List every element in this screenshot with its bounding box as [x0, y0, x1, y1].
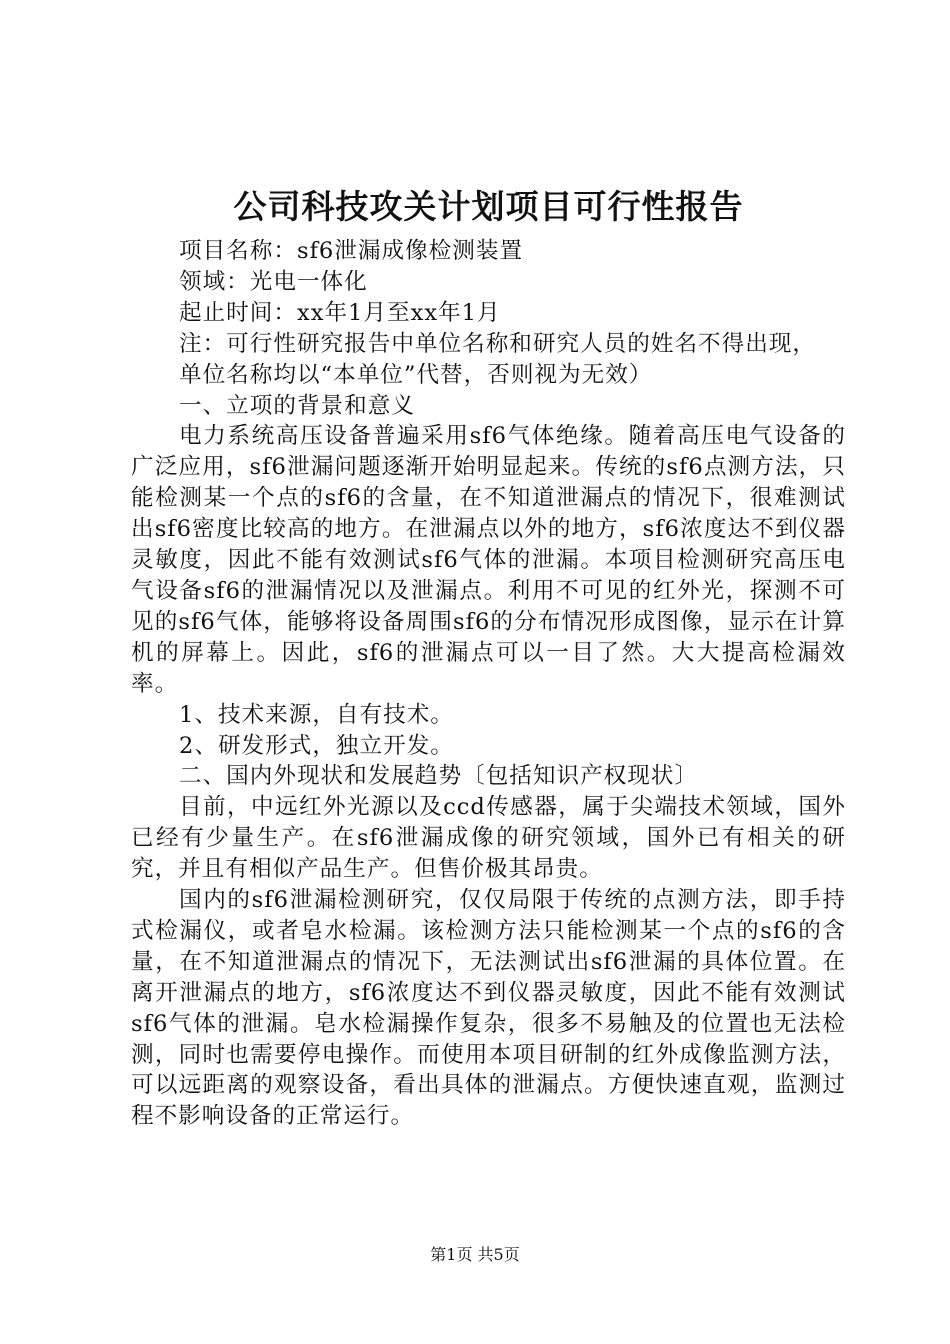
- note-continuation: 单位名称均以“本单位”代替，否则视为无效）: [179, 361, 653, 388]
- period-line: 起止时间：xx年1月至xx年1月: [179, 299, 501, 326]
- note-line: 注：可行性研究报告中单位名称和研究人员的姓名不得出现，: [179, 330, 817, 357]
- section-heading-status: 二、国内外现状和发展趋势〔包括知识产权现状〕: [179, 763, 699, 790]
- list-item-dev-form: 2、研发形式，独立开发。: [179, 732, 454, 759]
- document-title: 公司科技攻关计划项目可行性报告: [233, 187, 744, 226]
- paragraph-background: 电力系统高压设备普遍采用sf6气体绝缘。随着高压电气设备的广泛应用，sf6泄漏问题逐渐开始明显起来。传统的sf6点测方法，只能检测某一个点的sf6的含量，在不知道泄漏点的情况下，很难测试出sf6密度比较高的地方。在泄漏点以外的地方，sf6浓度达不到仪器灵敏度，因此不能有效测试sf6气体的泄漏。本项目检测研究高压电气设备sf6的泄漏情况以及泄漏点。利用不可见的红外光，探测不可见的sf6气体，能够将设备周围sf6的分布情况形成图像，显示在计算机的屏幕上。因此，sf6的泄漏点可以一目了然。大大提高检漏效率。: [131, 423, 846, 697]
- project-name-line: 项目名称：sf6泄漏成像检测装置: [179, 238, 524, 264]
- list-item-tech-source: 1、技术来源，自有技术。: [179, 701, 454, 728]
- page-footer: 第1页 共5页: [430, 1245, 520, 1264]
- field-line: 领域：光电一体化: [179, 268, 368, 295]
- document-body: [131, 236, 846, 1132]
- section-heading-background: 一、立项的背景和意义: [179, 392, 415, 419]
- paragraph-domestic-status: 国内的sf6泄漏检测研究，仅仅局限于传统的点测方法，即手持式检漏仪，或者皂水检漏。该检测方法只能检测某一个点的sf6的含量，在不知道泄漏点的情况下，无法测试出sf6泄漏的具体位置。在离开泄漏点的地方，sf6浓度达不到仪器灵敏度，因此不能有效测试sf6气体的泄漏。皂水检漏操作复杂，很多不易触及的位置也无法检测，同时也需要停电操作。而使用本项目研制的红外成像监测方法，可以远距离的观察设备，看出具体的泄漏点。方便快速直观，监测过程不影响设备的正常运行。: [131, 887, 846, 1130]
- paragraph-foreign-status: 目前，中远红外光源以及ccd传感器，属于尖端技术领域，国外已经有少量生产。在sf6泄漏成像的研究领域，国外已有相关的研究，并且有相似产品生产。但售价极其昂贵。: [131, 794, 846, 883]
